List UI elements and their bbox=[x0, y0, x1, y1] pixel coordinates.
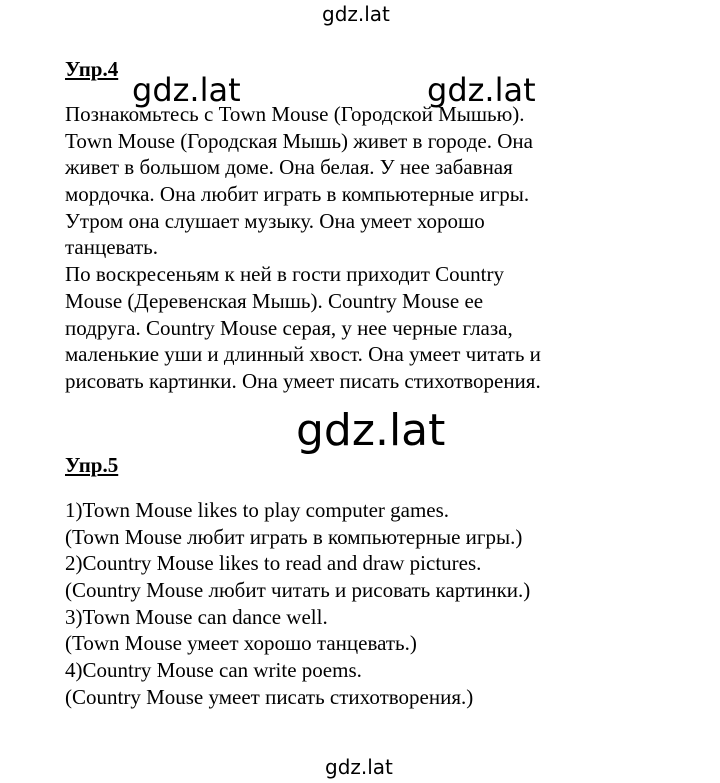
exercise-4-heading: Упр.4 bbox=[65, 57, 119, 81]
watermark-top: gdz.lat bbox=[322, 2, 390, 26]
text-line: живет в большом доме. Она белая. У нее забавная bbox=[65, 155, 513, 180]
text-line: Утром она слушает музыку. Она умеет хорошо bbox=[65, 208, 485, 233]
answer-line: (Country Mouse любит читать и рисовать картинки.) bbox=[65, 578, 531, 603]
watermark-header-left: gdz.lat bbox=[132, 71, 241, 109]
watermark-middle: gdz.lat bbox=[296, 405, 446, 456]
exercise-5-heading: Упр.5 bbox=[65, 453, 119, 477]
text-line: рисовать картинки. Она умеет писать стихотворения. bbox=[65, 368, 541, 393]
watermark-bottom: gdz.lat bbox=[325, 755, 393, 779]
watermark-header-right: gdz.lat bbox=[427, 71, 536, 109]
text-line: маленькие уши и длинный хвост. Она умеет читать и bbox=[65, 342, 541, 367]
text-line: танцевать. bbox=[65, 235, 158, 260]
answer-line: 4)Country Mouse can write poems. bbox=[65, 658, 362, 683]
answer-line: (Country Mouse умеет писать стихотворения.) bbox=[65, 684, 474, 709]
text-line: Town Mouse (Городская Мышь) живет в городе. Она bbox=[65, 128, 533, 153]
answer-line: (Town Mouse умеет хорошо танцевать.) bbox=[65, 631, 417, 656]
exercise-4-text bbox=[65, 101, 705, 395]
text-line: Mouse (Деревенская Мышь). Country Mouse ее bbox=[65, 288, 484, 313]
text-line: мордочка. Она любит играть в компьютерные игры. bbox=[65, 182, 530, 207]
text-line: По воскресеньям к ней в гости приходит Country bbox=[65, 262, 505, 287]
answer-line: 1)Town Mouse likes to play computer games. bbox=[65, 498, 450, 522]
exercise-5-answers bbox=[65, 497, 705, 711]
answer-line: 2)Country Mouse likes to read and draw pictures. bbox=[65, 551, 482, 576]
text-line: подруга. Country Mouse серая, у нее черные глаза, bbox=[65, 315, 513, 340]
answer-line: (Town Mouse любит играть в компьютерные игры.) bbox=[65, 524, 523, 549]
text-line: Познакомьтесь с Town Mouse (Городской Мышью). bbox=[65, 102, 525, 126]
answer-line: 3)Town Mouse can dance well. bbox=[65, 604, 328, 629]
